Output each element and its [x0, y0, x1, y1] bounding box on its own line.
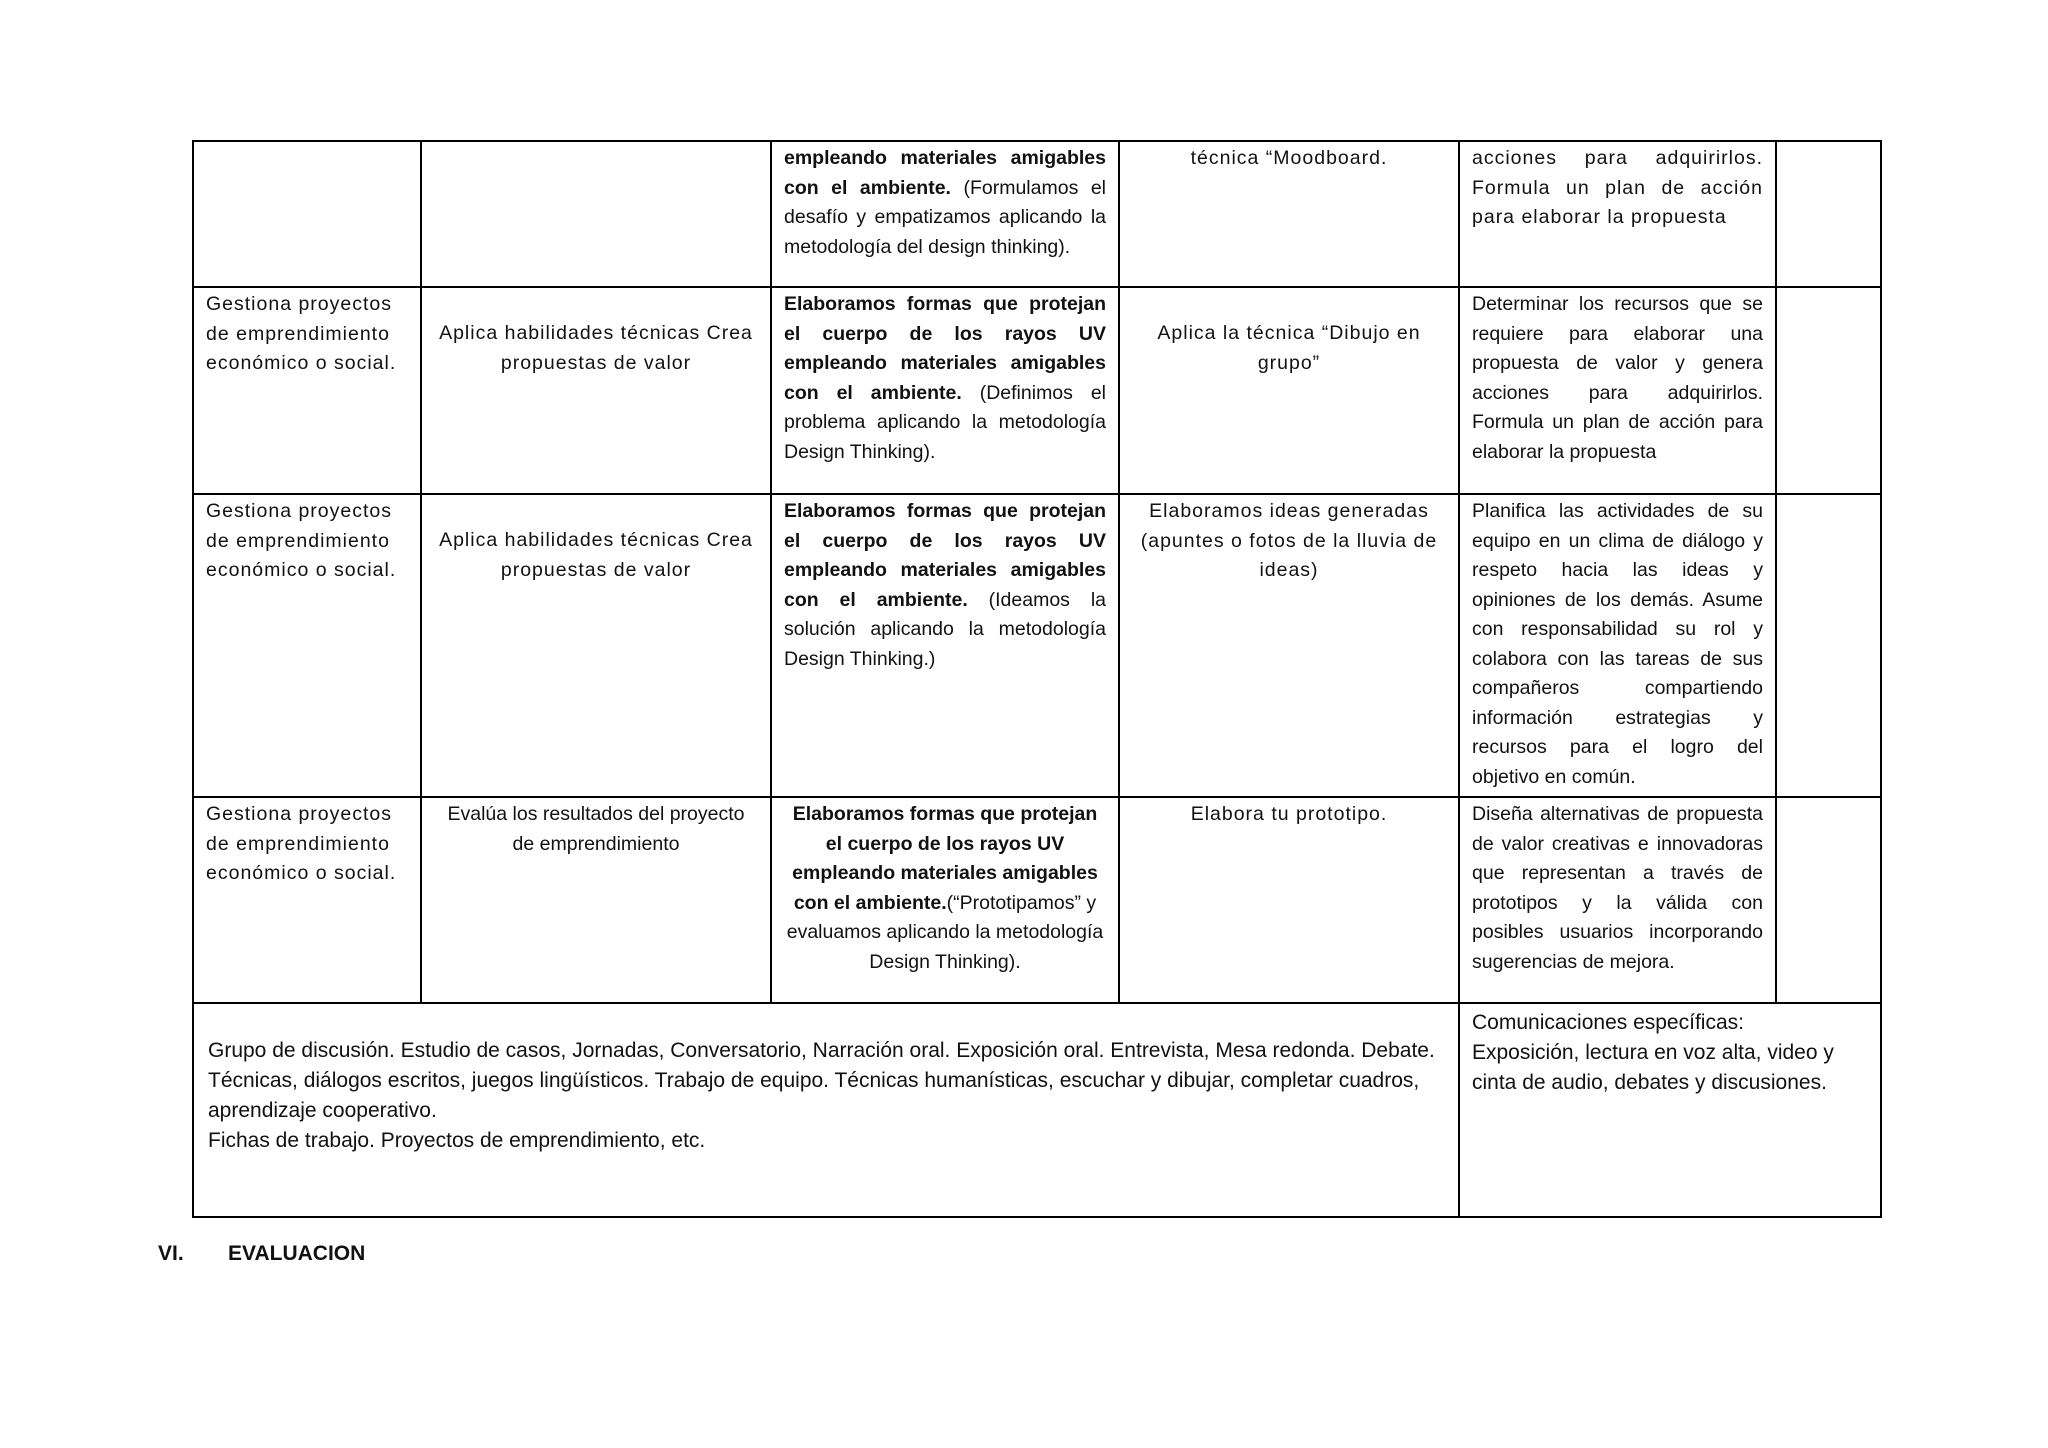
section-title: EVALUACION — [228, 1242, 366, 1265]
estrategia-cell: Aplica la técnica “Dibujo en grupo” — [1119, 287, 1459, 494]
actividad-cell — [771, 494, 1119, 797]
actividad-title: Elaboramos formas que protejan el cuerpo de los rayos UV empleando materiales amigables con el ambiente. — [784, 293, 1106, 404]
actividad-detail: (“Prototipamos” y evaluamos aplicando la metodología Design Thinking). — [786, 891, 1104, 973]
planning-table — [192, 140, 1882, 1218]
extra-cell — [1776, 287, 1881, 494]
actividad-detail: (Formulamos el desafío y empatizamos aplicando la metodología del design thinking). — [784, 176, 1106, 258]
footer-row — [193, 1003, 1881, 1217]
desempeno-cell: Determinar los recursos que se requiere para elaborar una propuesta de valor y genera acciones para adquirirlos. Formula un plan de acción para elaborar la propuesta — [1459, 287, 1776, 494]
capacidad-cell: Aplica habilidades técnicas Crea propuestas de valor — [421, 494, 771, 797]
actividad-title: Elaboramos formas que protejan el cuerpo de los rayos UV empleando materiales amigables con el ambiente. — [792, 803, 1098, 914]
section-heading — [158, 1242, 365, 1266]
estrategia-cell: Elabora tu prototipo. — [1119, 797, 1459, 1003]
competencia-cell: Gestiona proyectos de emprendimiento económico o social. — [193, 287, 421, 494]
competencia-cell: Gestiona proyectos de emprendimiento económico o social. — [193, 494, 421, 797]
estrategia-cell: Elaboramos ideas generadas (apuntes o fotos de la lluvia de ideas) — [1119, 494, 1459, 797]
estrategia-cell: técnica “Moodboard. — [1119, 141, 1459, 287]
extra-cell — [1776, 797, 1881, 1003]
table-row — [193, 797, 1881, 1003]
extra-cell — [1776, 494, 1881, 797]
estrategias-line-3: Fichas de trabajo. Proyectos de emprendimiento, etc. — [208, 1129, 706, 1152]
comunicaciones-title: Comunicaciones específicas: — [1472, 1011, 1744, 1034]
estrategias-line-2: Técnicas, diálogos escritos, juegos lingüísticos. Trabajo de equipo. Técnicas humanísticas, escuchar y dibujar, completar cuadros, aprendizaje cooperativo. — [208, 1069, 1420, 1122]
table-row — [193, 141, 1881, 287]
comunicaciones-cell — [1459, 1003, 1881, 1217]
comunicaciones-text: Exposición, lectura en voz alta, video y cinta de audio, debates y discusiones. — [1472, 1041, 1834, 1094]
competencia-cell — [193, 141, 421, 287]
competencia-cell: Gestiona proyectos de emprendimiento económico o social. — [193, 797, 421, 1003]
desempeno-cell: acciones para adquirirlos. Formula un plan de acción para elaborar la propuesta — [1459, 141, 1776, 287]
capacidad-cell: Aplica habilidades técnicas Crea propuestas de valor — [421, 287, 771, 494]
section-number: VI. — [158, 1242, 184, 1265]
actividad-title: Elaboramos formas que protejan el cuerpo de los rayos UV empleando materiales amigables con el ambiente. — [784, 500, 1106, 611]
desempeno-cell: Diseña alternativas de propuesta de valor creativas e innovadoras que representan a través de prototipos y la válida con posibles usuarios incorporando sugerencias de mejora. — [1459, 797, 1776, 1003]
extra-cell — [1776, 141, 1881, 287]
actividad-cell — [771, 287, 1119, 494]
actividad-cell — [771, 141, 1119, 287]
capacidad-cell — [421, 141, 771, 287]
actividad-detail: (Definimos el problema aplicando la metodología Design Thinking). — [784, 381, 1106, 463]
estrategias-cell — [193, 1003, 1459, 1217]
estrategias-line-1: Grupo de discusión. Estudio de casos, Jornadas, Conversatorio, Narración oral. Exposición oral. Entrevista, Mesa redonda. Debate. — [208, 1039, 1435, 1062]
actividad-detail: (Ideamos la solución aplicando la metodología Design Thinking.) — [784, 588, 1106, 670]
capacidad-cell: Evalúa los resultados del proyecto de emprendimiento — [421, 797, 771, 1003]
table-row — [193, 287, 1881, 494]
actividad-cell — [771, 797, 1119, 1003]
desempeno-cell: Planifica las actividades de su equipo en un clima de diálogo y respeto hacia las ideas y opiniones de los demás. Asume con responsabilidad su rol y colabora con las tareas de sus compañeros compartiendo información estrategias y recursos para el logro del objetivo en común. — [1459, 494, 1776, 797]
table-row — [193, 494, 1881, 797]
actividad-title: empleando materiales amigables con el ambiente. — [784, 147, 1106, 199]
